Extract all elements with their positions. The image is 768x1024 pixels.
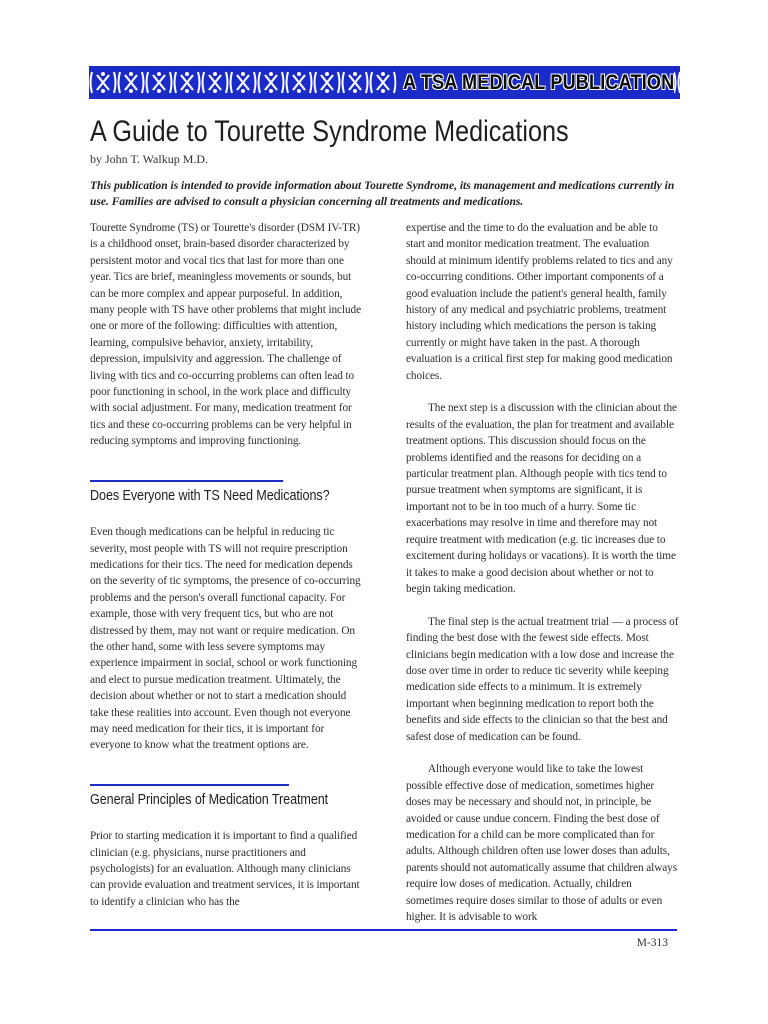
section-heading-general-principles: General Principles of Medication Treatment	[90, 784, 289, 808]
banner-title: A TSA MEDICAL PUBLICATION	[396, 68, 674, 97]
page-number: M-313	[636, 937, 668, 949]
intro-statement: This publication is intended to provide information about Tourette Syndrome, its management and medications currently in use. Families are advised to consult a physician concerning all treatments and medications.	[90, 180, 675, 208]
right-paragraph-3: The final step is the actual treatment trial — a process of finding the best dose with the fewest side effects. Most clinicians begin medication with a low dose and increase the dose over time in order to reduce tic severity while keeping medication side effects to a minimum. It is extremely important when beginning medication to report both the benefits and side effects to the clinician so that the best and safest dose of medication can be found.	[406, 615, 679, 743]
right-paragraph-1: expertise and the time to do the evaluation and be able to start and monitor medication treatment. The evaluation should at minimum identify problems related to tics and any co-occurring conditions. Other important components of a good evaluation include the patient's general health, family history of any medical and psychiatric problems, treatment history including which medications the person is taking currently or might have taken in the past. A thorough evaluation is a critical first step for making good medication choices.	[406, 222, 673, 382]
right-paragraph-2: The next step is a discussion with the clinician about the results of the evaluation, the plan for treatment and available treatment options. This discussion should focus on the problems identified and the reasons for deciding on a particular treatment plan. Although people with tics tend to pursue treatment when symptoms are significant, it is important not to be in too much of a hurry. Some tic exacerbations may resolve in time and therefore may not require treatment with medication (e.g. tic increases due to excitement during holidays or vacations). It is worth the time it takes to make a good decision about whether or not to begin taking medication.	[406, 402, 677, 595]
left-paragraph-1: Tourette Syndrome (TS) or Tourette's disorder (DSM IV-TR) is a childhood onset, brain-based disorder characterized by persistent motor and vocal tics that last for more than one year. Tics are brief, meaningless movements or sounds, but can be more complex and appear purposeful. In addition, many people with TS have other problems that might include one or more of the following: difficulties with attention, learning, compulsive behavior, anxiety, irritability, depression, impulsivity and aggression. The challenge of living with tics and co-occurring problems can often lead to poor functioning in school, in the work place and difficulty with social adjustment. For many, medication treatment for tics and these co-occurring problems can be very helpful in reducing symptoms and improving functioning.	[90, 222, 362, 448]
left-column	[90, 220, 362, 910]
publication-banner	[89, 66, 680, 99]
section-heading-medication-need: Does Everyone with TS Need Medications?	[90, 480, 283, 504]
left-paragraph-2: Even though medications can be helpful in reducing tic severity, most people with TS will not require prescription medications for their tics. The need for medication depends on the severity of tic symptoms, the presence of co-occurring problems and the person's overall functional capacity. For example, those with very frequent tics, but who are not distressed by them, may not want or require medication. On the other hand, some with less severe symptoms may experience impairment in social, school or work functioning and elect to pursue medication treatment. Ultimately, the decision about whether or not to start a medication should take these realities into account. Even though not everyone may need medication for their tics, it is important for everyone to know what the treatment options are.	[90, 526, 361, 752]
footer-rule	[90, 929, 677, 931]
left-paragraph-3: Prior to starting medication it is important to find a qualified clinician (e.g. physicians, nurse practitioners and psychologists) for an evaluation. Although many clinicians can provide evaluation and treatment services, it is important to identify a clinician who has the	[90, 830, 360, 908]
document-title: A Guide to Tourette Syndrome Medications	[90, 115, 569, 148]
author-byline: by John T. Walkup M.D.	[90, 152, 209, 166]
right-column	[406, 220, 679, 925]
right-paragraph-4: Although everyone would like to take the lowest possible effective dose of medication, sometimes higher doses may be necessary and should not, in principle, be avoided or cause undue concern. Finding the best dose of medication for a child can be more complicated than for adults. Although children often use lower doses than adults, parents should not automatically assume that children always require low doses of medication. Actually, children sometimes require doses similar to those of adults or even higher. It is advisable to work	[406, 763, 678, 924]
